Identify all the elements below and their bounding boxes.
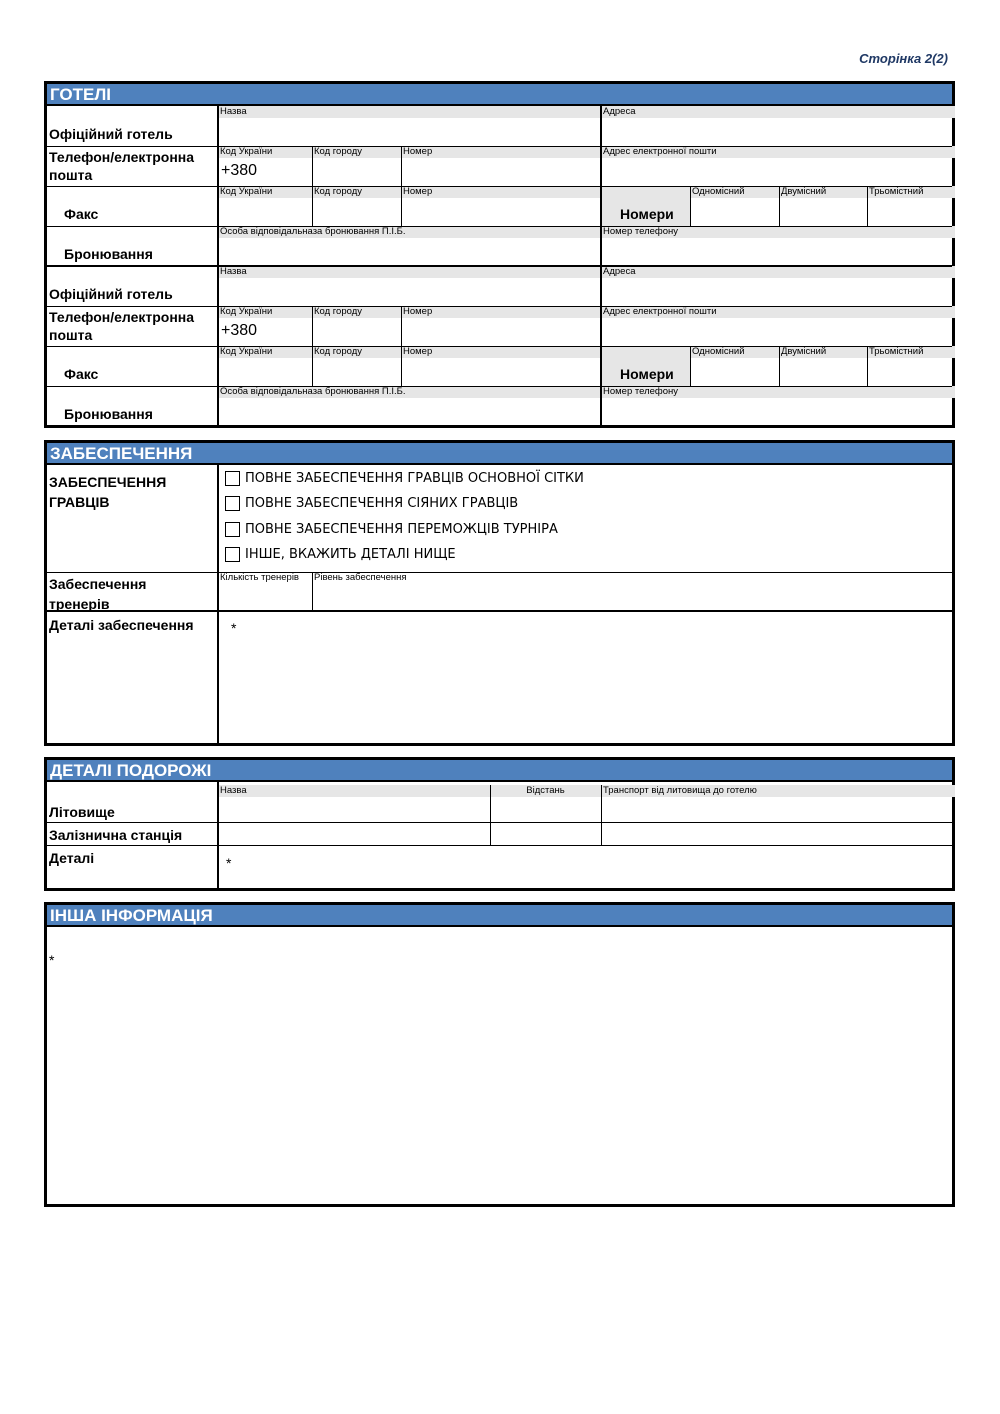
phone-number-field[interactable] bbox=[401, 146, 601, 186]
booking-person-field[interactable] bbox=[218, 226, 601, 266]
phone-number-caption: Номер bbox=[401, 306, 601, 318]
rooms-label-cell bbox=[601, 186, 690, 226]
booking-label: Бронювання bbox=[64, 406, 153, 422]
hotels-header: ГОТЕЛІ bbox=[47, 84, 952, 106]
fax-label: Факс bbox=[64, 206, 99, 222]
other-info-field[interactable] bbox=[47, 929, 952, 1205]
provision-header: ЗАБЕСПЕЧЕННЯ bbox=[47, 443, 952, 465]
email-caption: Адрес електронної пошти bbox=[601, 306, 955, 318]
email-field[interactable] bbox=[601, 146, 955, 186]
other-info-header: ІНША ІНФОРМАЦІЯ bbox=[47, 905, 952, 927]
booking-phone-field[interactable] bbox=[601, 386, 955, 426]
coaches-count-field[interactable] bbox=[218, 572, 312, 610]
airport-name-field[interactable] bbox=[218, 785, 490, 822]
hotel-name-field[interactable] bbox=[218, 106, 601, 146]
fax-city-code-caption: Код городу bbox=[312, 186, 401, 198]
option-winners[interactable] bbox=[225, 520, 558, 538]
phone-city-code-field[interactable] bbox=[312, 306, 401, 346]
hotel-address-caption: Адреса bbox=[601, 266, 955, 278]
double-room-caption: Двумісний bbox=[779, 186, 867, 198]
fax-city-code-caption: Код городу bbox=[312, 346, 401, 358]
hotel-address-field[interactable] bbox=[601, 106, 955, 146]
option-seeded[interactable] bbox=[225, 494, 518, 512]
hotel-address-caption: Адреса bbox=[601, 106, 955, 118]
phone-country-code-field[interactable] bbox=[218, 306, 312, 346]
hotel-address-field[interactable] bbox=[601, 266, 955, 306]
single-room-caption: Одномісний bbox=[690, 186, 779, 198]
single-room-field[interactable] bbox=[690, 186, 779, 226]
double-room-field[interactable] bbox=[779, 186, 867, 226]
option-label: ПОВНЕ ЗАБЕСПЕЧЕННЯ СІЯНИХ ГРАВЦІВ bbox=[245, 495, 519, 511]
phone-city-code-field[interactable] bbox=[312, 146, 401, 186]
fax-number-caption: Номер bbox=[401, 186, 601, 198]
checkbox-icon[interactable] bbox=[225, 471, 240, 486]
booking-person-caption: Особа відповідальназа бронювання П.І.Б. bbox=[218, 226, 601, 238]
rooms-label: Номери bbox=[620, 206, 674, 222]
phone-country-code-value: +380 bbox=[221, 322, 258, 339]
airport-transport-field[interactable] bbox=[601, 785, 955, 822]
single-room-caption: Одномісний bbox=[690, 346, 779, 358]
phone-email-label: Телефон/електронна пошта bbox=[49, 149, 195, 183]
airport-distance-caption: Відстань bbox=[490, 785, 601, 797]
hotel-name-caption: Назва bbox=[218, 266, 601, 278]
railway-distance-field[interactable] bbox=[490, 822, 601, 846]
travel-details-label: Деталі bbox=[49, 850, 95, 866]
fax-label: Факс bbox=[64, 366, 99, 382]
booking-person-field[interactable] bbox=[218, 386, 601, 426]
phone-email-label: Телефон/електронна пошта bbox=[49, 309, 195, 343]
railway-label: Залізнична станція bbox=[49, 827, 183, 843]
rooms-label: Номери bbox=[620, 366, 674, 382]
railway-transport-field[interactable] bbox=[601, 822, 955, 846]
booking-phone-caption: Номер телефону bbox=[601, 226, 955, 238]
fax-number-field[interactable] bbox=[401, 186, 601, 226]
fax-country-code-caption: Код України bbox=[218, 186, 312, 198]
booking-phone-caption: Номер телефону bbox=[601, 386, 955, 398]
players-provision-label: ЗАБЕСПЕЧЕННЯ ГРАВЦІВ bbox=[49, 474, 167, 510]
other-info-value: * bbox=[49, 952, 55, 968]
airport-distance-field[interactable] bbox=[490, 785, 601, 822]
provision-section bbox=[44, 440, 955, 746]
provision-details-field[interactable] bbox=[218, 611, 955, 744]
checkbox-icon[interactable] bbox=[225, 496, 240, 511]
provision-level-field[interactable] bbox=[312, 572, 955, 610]
email-caption: Адрес електронної пошти bbox=[601, 146, 955, 158]
email-field[interactable] bbox=[601, 306, 955, 346]
double-room-caption: Двумісний bbox=[779, 346, 867, 358]
double-room-field[interactable] bbox=[779, 346, 867, 386]
phone-country-code-field[interactable] bbox=[218, 146, 312, 186]
booking-label: Бронювання bbox=[64, 246, 153, 262]
checkbox-icon[interactable] bbox=[225, 522, 240, 537]
single-room-field[interactable] bbox=[690, 346, 779, 386]
page-number: Сторінка 2(2) bbox=[859, 51, 948, 66]
fax-number-field[interactable] bbox=[401, 346, 601, 386]
airport-transport-caption: Транспорт від литовища до готелю bbox=[601, 785, 955, 797]
phone-city-code-caption: Код городу bbox=[312, 146, 401, 158]
official-hotel-label: Офіційний готель bbox=[49, 286, 173, 302]
phone-country-code-caption: Код України bbox=[218, 306, 312, 318]
option-label: ПОВНЕ ЗАБЕСПЕЧЕННЯ ГРАВЦІВ ОСНОВНОЇ СІТКИ bbox=[245, 470, 584, 486]
fax-city-code-field[interactable] bbox=[312, 186, 401, 226]
booking-phone-field[interactable] bbox=[601, 226, 955, 266]
coaches-provision-label: Забеспечення тренерів bbox=[49, 576, 147, 612]
triple-room-caption: Трьомістний bbox=[867, 186, 955, 198]
travel-details-field[interactable] bbox=[218, 846, 955, 889]
railway-name-field[interactable] bbox=[218, 822, 490, 846]
phone-number-field[interactable] bbox=[401, 306, 601, 346]
booking-person-caption: Особа відповідальназа бронювання П.І.Б. bbox=[218, 386, 601, 398]
fax-country-code-field[interactable] bbox=[218, 346, 312, 386]
rooms-label-cell bbox=[601, 346, 690, 386]
phone-city-code-caption: Код городу bbox=[312, 306, 401, 318]
provision-details-label: Деталі забеспечення bbox=[49, 617, 194, 633]
option-main-draw[interactable] bbox=[225, 469, 584, 487]
fax-country-code-field[interactable] bbox=[218, 186, 312, 226]
airport-name-caption: Назва bbox=[218, 785, 490, 797]
phone-number-caption: Номер bbox=[401, 146, 601, 158]
hotel-name-caption: Назва bbox=[218, 106, 601, 118]
triple-room-field[interactable] bbox=[867, 186, 955, 226]
coaches-count-caption: Кількість тренерів bbox=[220, 572, 299, 583]
fax-number-caption: Номер bbox=[401, 346, 601, 358]
travel-section bbox=[44, 757, 955, 891]
phone-country-code-caption: Код України bbox=[218, 146, 312, 158]
fax-city-code-field[interactable] bbox=[312, 346, 401, 386]
travel-details-value: * bbox=[226, 855, 232, 871]
option-label: ІНШЕ, ВКАЖИТЬ ДЕТАЛІ НИЩЕ bbox=[245, 546, 456, 562]
hotels-section bbox=[44, 81, 955, 428]
fax-country-code-caption: Код України bbox=[218, 346, 312, 358]
provision-level-caption: Рівень забеспечення bbox=[314, 572, 407, 583]
provision-details-value: * bbox=[231, 620, 237, 636]
official-hotel-label: Офіційний готель bbox=[49, 126, 173, 142]
option-label: ПОВНЕ ЗАБЕСПЕЧЕННЯ ПЕРЕМОЖЦІВ ТУРНІРА bbox=[245, 521, 558, 537]
phone-country-code-value: +380 bbox=[221, 162, 258, 179]
triple-room-field[interactable] bbox=[867, 346, 955, 386]
airport-label: Літовище bbox=[49, 804, 115, 820]
option-other[interactable] bbox=[225, 545, 456, 563]
travel-header: ДЕТАЛІ ПОДОРОЖІ bbox=[47, 760, 952, 782]
other-info-section bbox=[44, 902, 955, 1207]
triple-room-caption: Трьомістний bbox=[867, 346, 955, 358]
checkbox-icon[interactable] bbox=[225, 547, 240, 562]
hotel-name-field[interactable] bbox=[218, 266, 601, 306]
